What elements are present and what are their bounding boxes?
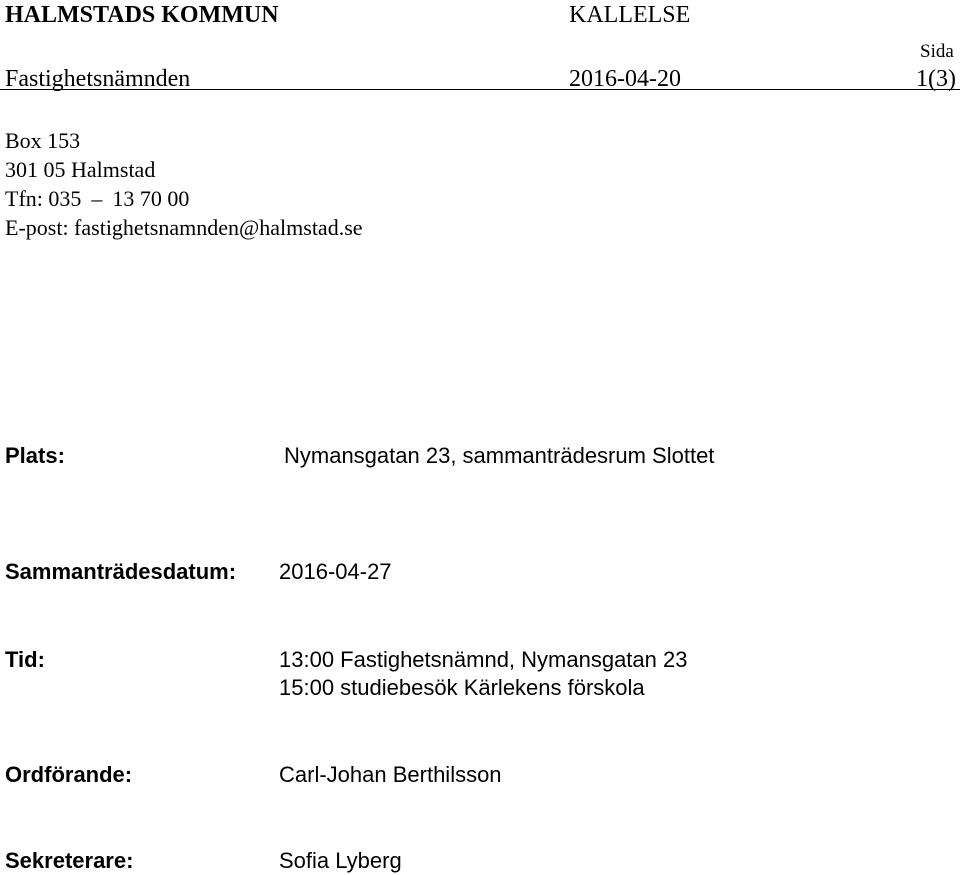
- chair-value: Carl-Johan Berthilsson: [279, 762, 502, 787]
- page-number: 1(3): [916, 66, 956, 92]
- page-label: Sida: [920, 41, 954, 62]
- place-label: Plats:: [5, 443, 65, 468]
- secretary-label: Sekreterare:: [5, 848, 134, 873]
- time-item: 13:00 Fastighetsnämnd, Nymansgatan 23: [279, 647, 688, 672]
- header-divider: [0, 89, 960, 90]
- contact-email: E-post: fastighetsnamnden@halmstad.se: [5, 215, 363, 240]
- place-value: Nymansgatan 23, sammanträdesrum Slottet: [284, 443, 715, 468]
- chair-label: Ordförande:: [5, 762, 133, 787]
- document-type: KALLELSE: [569, 2, 691, 28]
- contact-box: Box 153: [5, 128, 81, 153]
- contact-block: [5, 126, 363, 242]
- meeting-date-label: Sammanträdesdatum:: [5, 559, 237, 584]
- meeting-date-value: 2016-04-27: [279, 559, 392, 584]
- time-item: 15:00 studiebesök Kärlekens förskola: [279, 675, 645, 700]
- contact-phone-label: Tfn: 035: [5, 186, 82, 211]
- committee-name: Fastighetsnämnden: [5, 66, 191, 92]
- contact-phone-number: 13 70 00: [112, 186, 190, 211]
- document-date: 2016-04-20: [569, 66, 681, 92]
- contact-phone: [5, 184, 363, 213]
- time-label: Tid:: [5, 647, 45, 672]
- organization-name: HALMSTADS KOMMUN: [5, 2, 279, 28]
- secretary-value: Sofia Lyberg: [279, 848, 402, 873]
- contact-phone-dash: –: [91, 186, 103, 211]
- contact-postal: 301 05 Halmstad: [5, 157, 156, 182]
